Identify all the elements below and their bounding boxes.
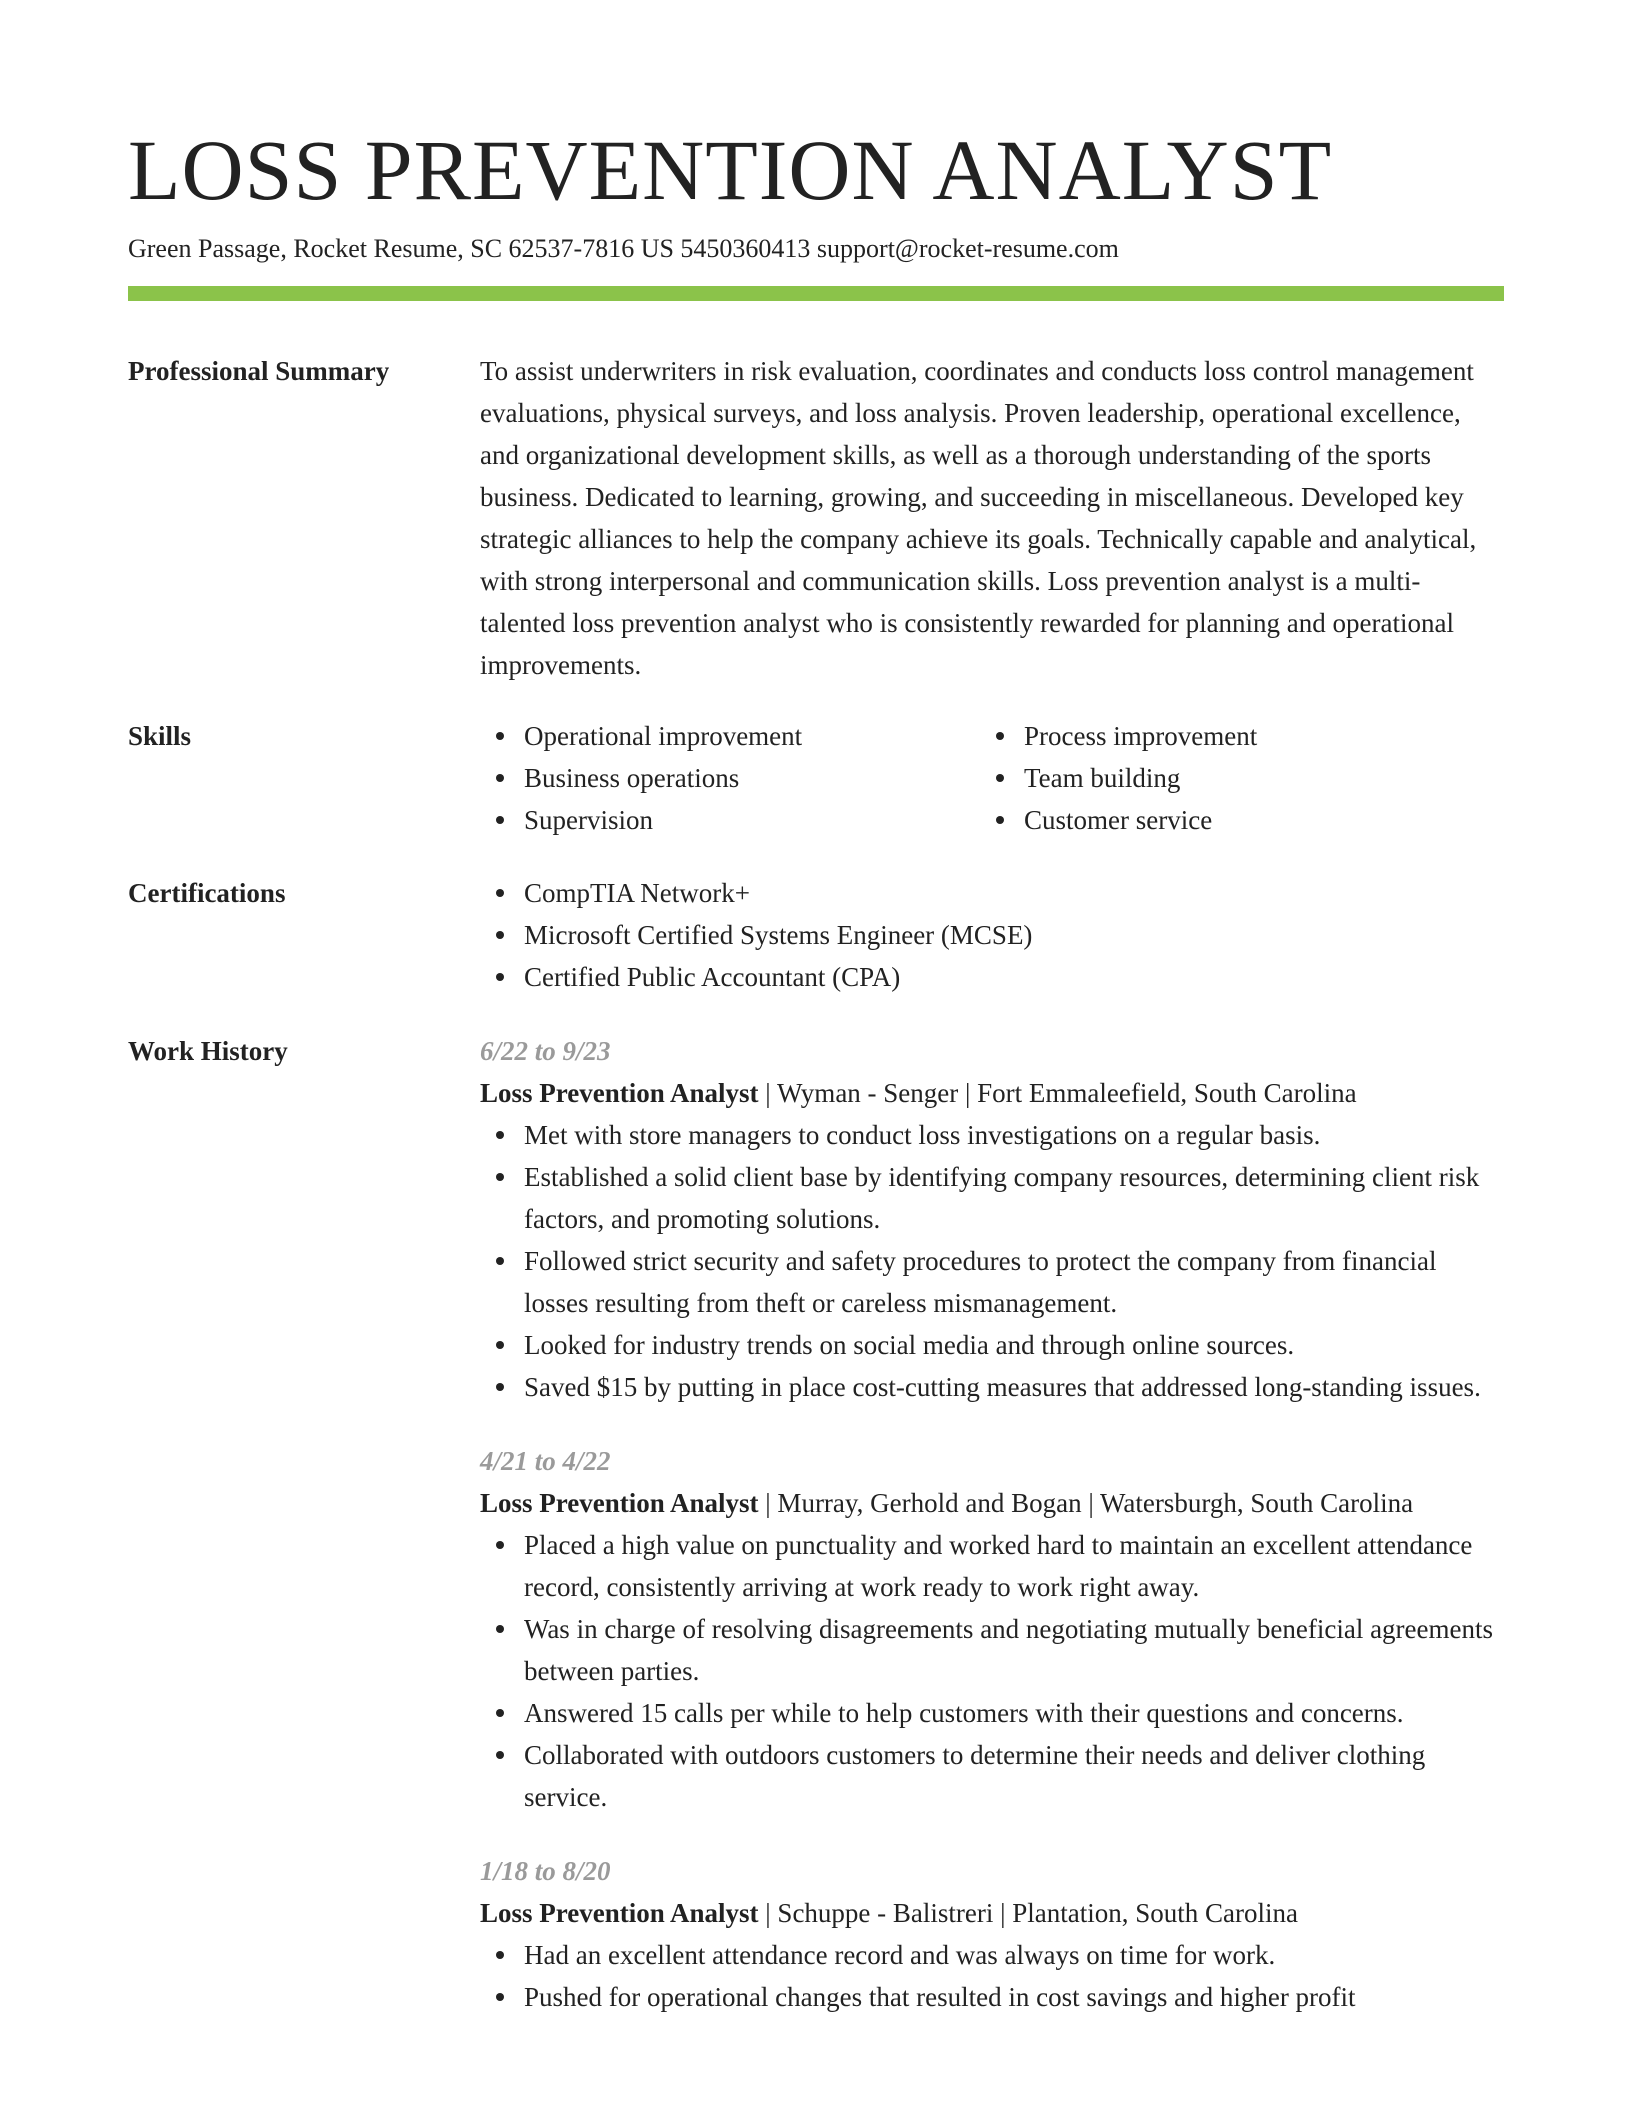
job-bullet: Followed strict security and safety procedures to protect the company from financial losses resulting from theft or careless mismanagement. [524, 1240, 1504, 1324]
job-bullet: Saved $15 by putting in place cost-cutting measures that addressed long-standing issues. [524, 1366, 1504, 1408]
skill-item: Team building [1024, 757, 1440, 799]
certification-item: Certified Public Accountant (CPA) [524, 956, 1504, 998]
resume-title: LOSS PREVENTION ANALYST [128, 122, 1333, 218]
skills-heading: Skills [128, 721, 192, 751]
summary-body [480, 350, 1504, 686]
skill-item: Operational improvement [524, 715, 940, 757]
skills-column-left [480, 715, 940, 841]
skill-item: Supervision [524, 799, 940, 841]
certification-item: Microsoft Certified Systems Engineer (MCSE) [524, 914, 1504, 956]
job-details: | Schuppe - Balistreri | Plantation, South Carolina [758, 1898, 1299, 1928]
skills-body [480, 715, 1504, 841]
job-title: Loss Prevention Analyst [480, 1078, 759, 1108]
skill-item: Customer service [1024, 799, 1440, 841]
job-bullet: Placed a high value on punctuality and worked hard to maintain an excellent attendance record, consistently arriving at work ready to work right away. [524, 1524, 1504, 1608]
job-bullet: Collaborated with outdoors customers to determine their needs and deliver clothing service. [524, 1734, 1504, 1818]
job-dates: 6/22 to 9/23 [480, 1036, 611, 1066]
certification-item: CompTIA Network+ [524, 872, 1504, 914]
job-title: Loss Prevention Analyst [480, 1488, 759, 1518]
job-dates: 1/18 to 8/20 [480, 1856, 611, 1886]
job-heading [480, 1482, 1504, 1524]
job-bullet-list [480, 1934, 1504, 2018]
skills-column-right [980, 715, 1440, 841]
job-entry [480, 1440, 1504, 1818]
job-details: | Wyman - Senger | Fort Emmaleefield, South Carolina [758, 1078, 1357, 1108]
job-bullet: Met with store managers to conduct loss investigations on a regular basis. [524, 1114, 1504, 1156]
job-bullet: Pushed for operational changes that resulted in cost savings and higher profit [524, 1976, 1504, 2018]
certifications-heading: Certifications [128, 878, 286, 908]
job-bullet: Established a solid client base by identifying company resources, determining client risk factors, and promoting solutions. [524, 1156, 1504, 1240]
job-heading [480, 1072, 1504, 1114]
job-bullet-list [480, 1524, 1504, 1818]
job-dates: 4/21 to 4/22 [480, 1446, 611, 1476]
job-title: Loss Prevention Analyst [480, 1898, 759, 1928]
job-bullet: Was in charge of resolving disagreements and negotiating mutually beneficial agreements between parties. [524, 1608, 1504, 1692]
work-history-body [480, 1030, 1504, 2018]
header-divider [128, 286, 1504, 301]
summary-text: To assist underwriters in risk evaluation, coordinates and conducts loss control management evaluations, physical surveys, and loss analysis. Proven leadership, operational excellence, and organizational development skills, as well as a thorough understanding of the sports business. Dedicated to learning, growing, and succeeding in miscellaneous. Developed key strategic alliances to help the company achieve its goals. Technically capable and analytical, with strong interpersonal and communication skills. Loss prevention analyst is a multi-talented loss prevention analyst who is consistently rewarded for planning and operational improvements. [480, 356, 1477, 680]
job-heading [480, 1892, 1504, 1934]
job-bullet: Looked for industry trends on social media and through online sources. [524, 1324, 1504, 1366]
job-bullet: Had an excellent attendance record and was always on time for work. [524, 1934, 1504, 1976]
certifications-body [480, 872, 1504, 998]
job-bullet-list [480, 1114, 1504, 1408]
job-details: | Murray, Gerhold and Bogan | Watersburgh, South Carolina [758, 1488, 1414, 1518]
contact-line: Green Passage, Rocket Resume, SC 62537-7816 US 5450360413 support@rocket-resume.com [128, 234, 1119, 263]
job-entry [480, 1030, 1504, 1408]
skills-grid [480, 715, 1504, 841]
skill-item: Business operations [524, 757, 940, 799]
skill-item: Process improvement [1024, 715, 1440, 757]
work-history-heading: Work History [128, 1036, 288, 1066]
job-entry [480, 1850, 1504, 2018]
job-bullet: Answered 15 calls per while to help customers with their questions and concerns. [524, 1692, 1504, 1734]
summary-heading: Professional Summary [128, 356, 390, 386]
